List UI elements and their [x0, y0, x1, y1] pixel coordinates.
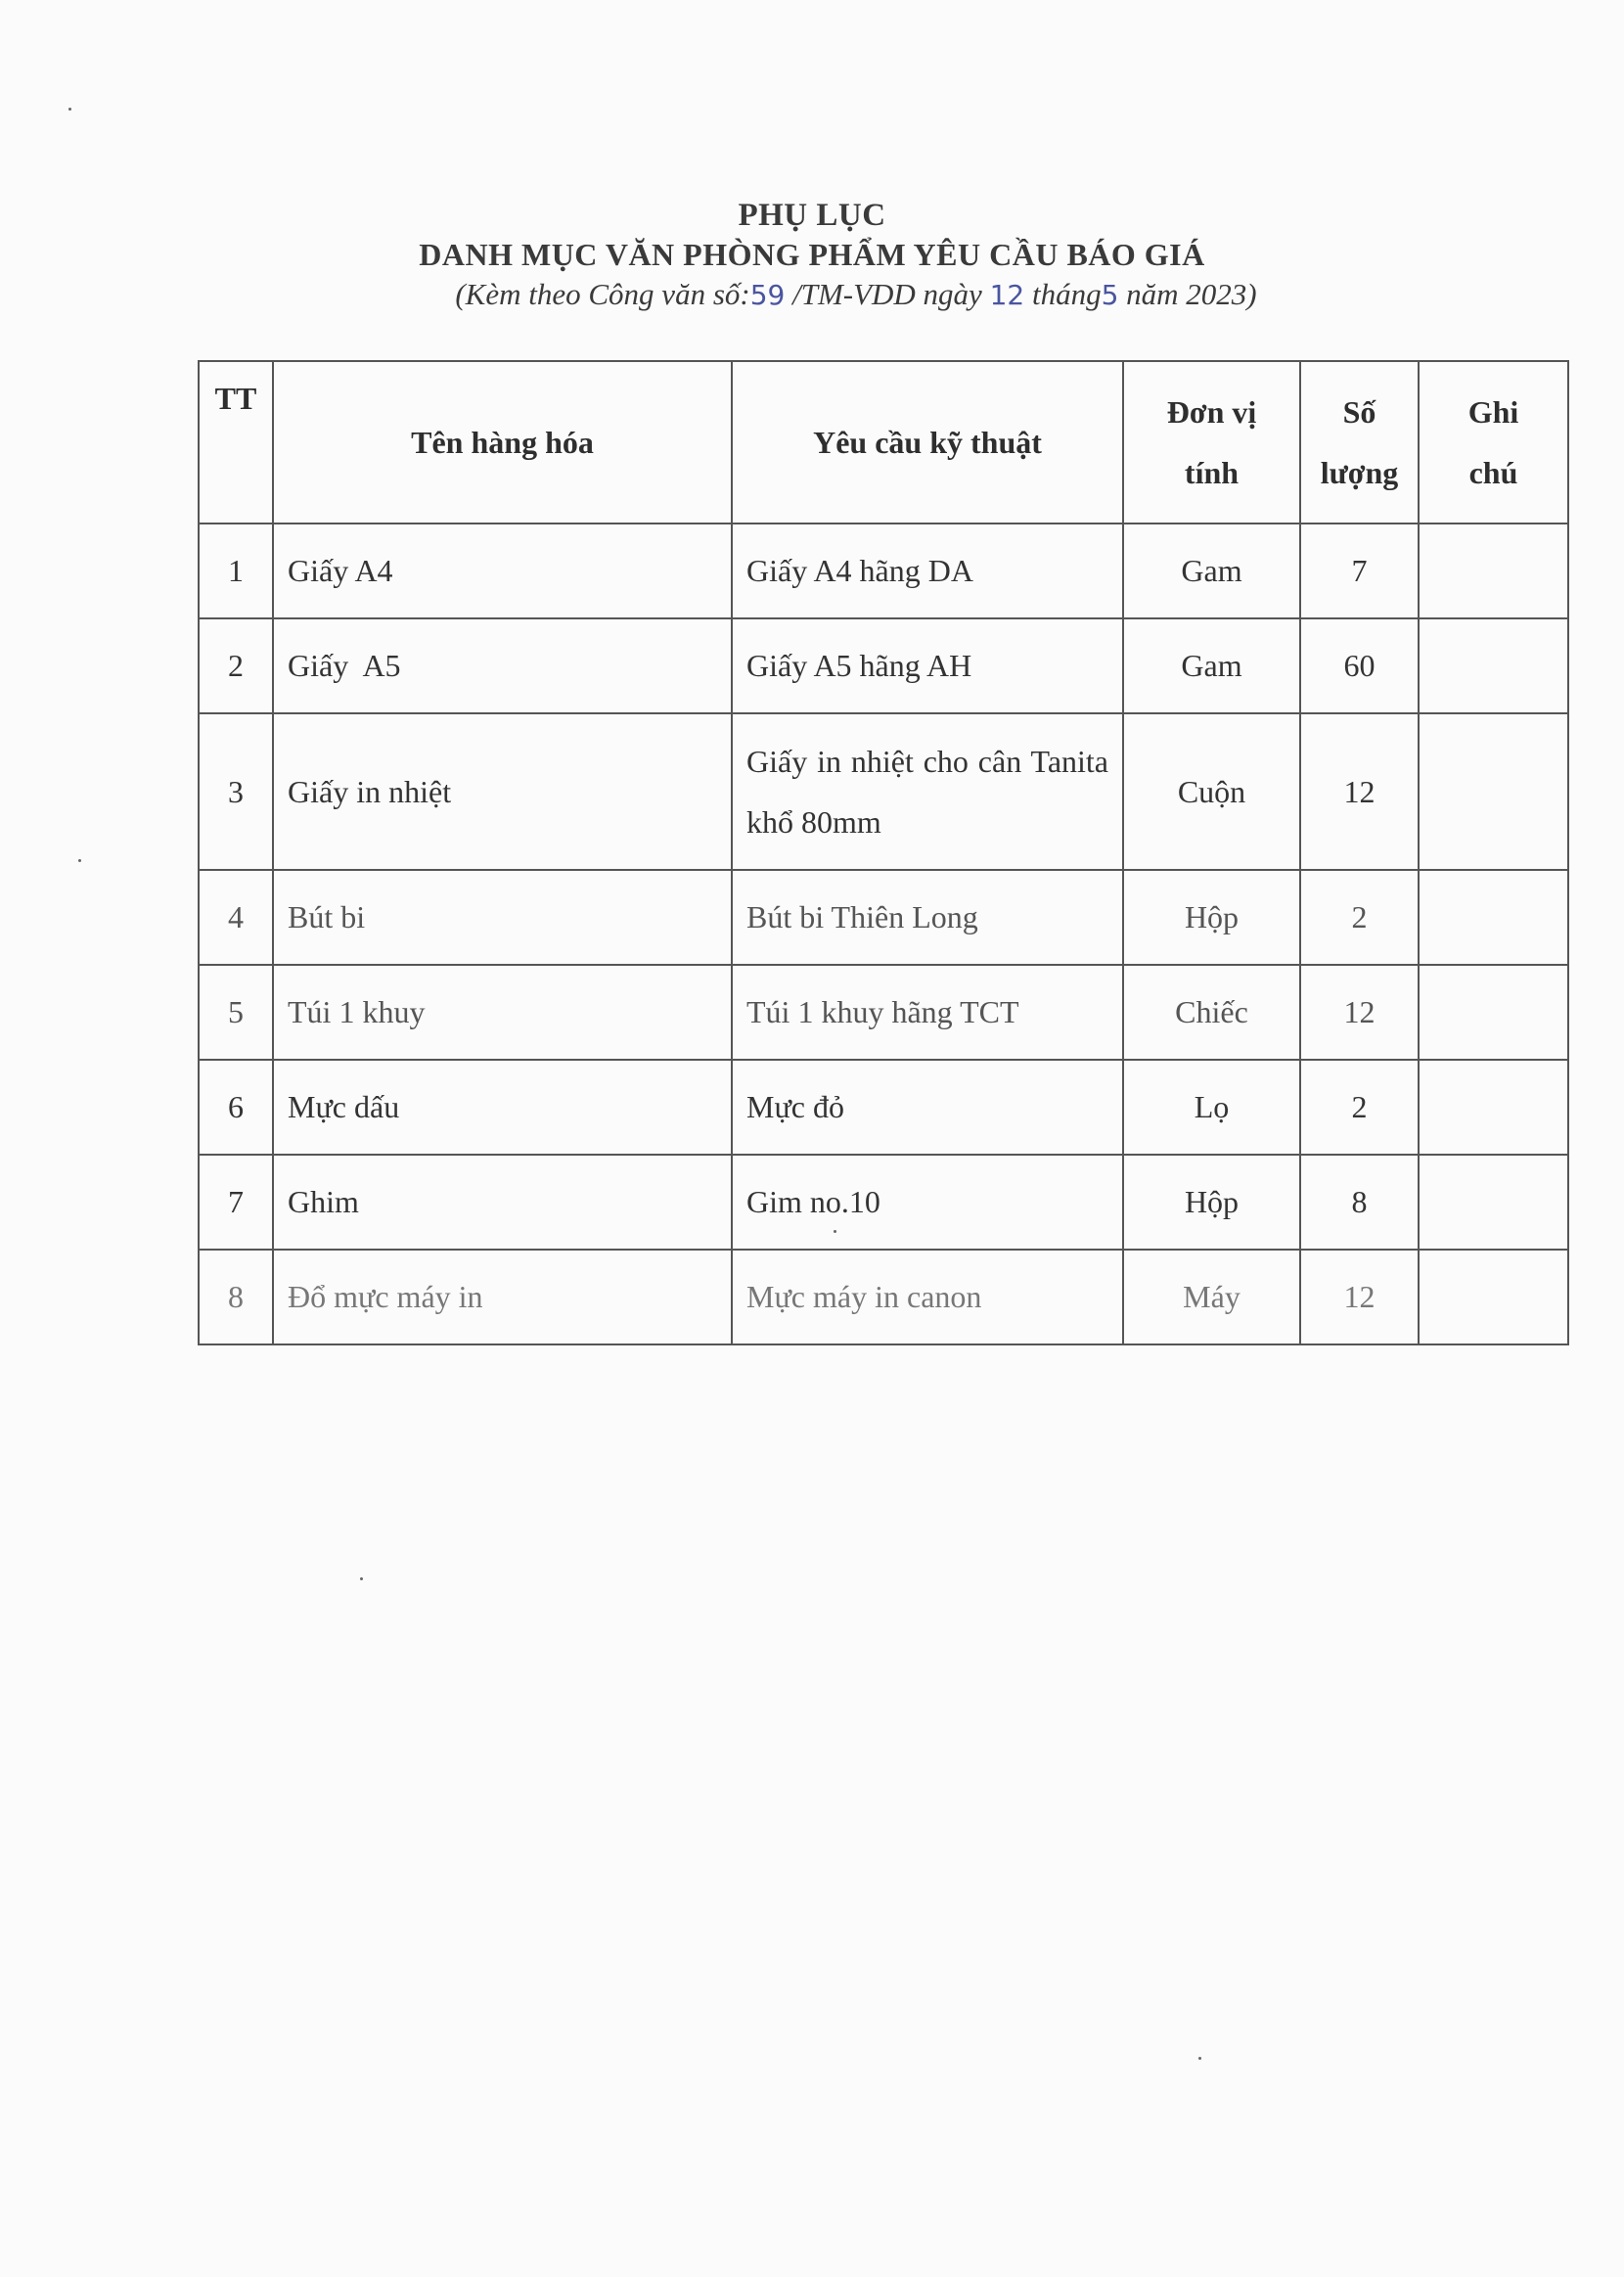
- cell-tt: 3: [199, 713, 273, 870]
- cell-name: Ghim: [273, 1155, 732, 1250]
- reference-line: [88, 274, 1624, 316]
- table-row: [199, 965, 1568, 1060]
- cell-qty: 8: [1300, 1155, 1419, 1250]
- table-row: [199, 1250, 1568, 1344]
- cell-name: Đổ mực máy in: [273, 1250, 732, 1344]
- cell-spec: Gim no.10: [732, 1155, 1123, 1250]
- scan-speck: [68, 108, 71, 111]
- cell-note: [1419, 1155, 1568, 1250]
- cell-spec: Mực máy in canon: [732, 1250, 1123, 1344]
- col-header-name: Tên hàng hóa: [273, 361, 732, 524]
- cell-unit: Hộp: [1123, 870, 1300, 965]
- handwritten-month: 5: [1101, 279, 1119, 311]
- cell-spec: Bút bi Thiên Long: [732, 870, 1123, 965]
- table-row: [199, 524, 1568, 618]
- table-row: [199, 618, 1568, 713]
- cell-unit: Cuộn: [1123, 713, 1300, 870]
- cell-qty: 7: [1300, 524, 1419, 618]
- cell-qty: 2: [1300, 870, 1419, 965]
- col-header-spec: Yêu cầu kỹ thuật: [732, 361, 1123, 524]
- scan-speck: [360, 1577, 363, 1580]
- reference-prefix: (Kèm theo Công văn số:: [455, 277, 750, 311]
- table-header-row: [199, 361, 1568, 524]
- cell-unit: Chiếc: [1123, 965, 1300, 1060]
- cell-name: Giấy A5: [273, 618, 732, 713]
- cell-tt: 6: [199, 1060, 273, 1155]
- cell-tt: 1: [199, 524, 273, 618]
- cell-qty: 2: [1300, 1060, 1419, 1155]
- cell-name: Mực dấu: [273, 1060, 732, 1155]
- cell-note: [1419, 713, 1568, 870]
- cell-spec: Giấy in nhiệt cho cân Tanita khổ 80mm: [732, 713, 1123, 870]
- scan-speck: [78, 859, 81, 862]
- cell-tt: 7: [199, 1155, 273, 1250]
- cell-tt: 8: [199, 1250, 273, 1344]
- cell-note: [1419, 1250, 1568, 1344]
- table-row: [199, 713, 1568, 870]
- reference-suffix: năm 2023): [1126, 277, 1257, 311]
- table-row: [199, 1060, 1568, 1155]
- cell-qty: 60: [1300, 618, 1419, 713]
- cell-unit: Hộp: [1123, 1155, 1300, 1250]
- handwritten-day: 12: [989, 279, 1025, 311]
- cell-spec: Túi 1 khuy hãng TCT: [732, 965, 1123, 1060]
- cell-unit: Lọ: [1123, 1060, 1300, 1155]
- cell-spec: Mực đỏ: [732, 1060, 1123, 1155]
- reference-mid-2: tháng: [1031, 277, 1102, 311]
- scan-speck: [834, 1230, 836, 1233]
- cell-spec: Giấy A4 hãng DA: [732, 524, 1123, 618]
- cell-tt: 2: [199, 618, 273, 713]
- scan-speck: [1198, 2057, 1201, 2060]
- cell-tt: 4: [199, 870, 273, 965]
- cell-note: [1419, 965, 1568, 1060]
- cell-qty: 12: [1300, 1250, 1419, 1344]
- table-row: [199, 1155, 1568, 1250]
- appendix-subtitle: DANH MỤC VĂN PHÒNG PHẨM YÊU CẦU BÁO GIÁ: [419, 237, 1205, 272]
- reference-mid-1: /TM-VDD ngày: [792, 277, 982, 311]
- cell-tt: 5: [199, 965, 273, 1060]
- appendix-title: PHỤ LỤC: [738, 198, 886, 233]
- col-header-note: Ghi chú: [1419, 361, 1568, 524]
- cell-note: [1419, 618, 1568, 713]
- cell-name: Giấy A4: [273, 524, 732, 618]
- col-header-qty: Số lượng: [1300, 361, 1419, 524]
- cell-qty: 12: [1300, 713, 1419, 870]
- col-header-unit: Đơn vị tính: [1123, 361, 1300, 524]
- handwritten-doc-number: 59: [749, 279, 786, 311]
- cell-qty: 12: [1300, 965, 1419, 1060]
- cell-note: [1419, 1060, 1568, 1155]
- cell-unit: Máy: [1123, 1250, 1300, 1344]
- cell-unit: Gam: [1123, 618, 1300, 713]
- cell-note: [1419, 524, 1568, 618]
- cell-name: Túi 1 khuy: [273, 965, 732, 1060]
- stationery-table: [198, 360, 1569, 1345]
- table-row: [199, 870, 1568, 965]
- cell-spec: Giấy A5 hãng AH: [732, 618, 1123, 713]
- col-header-tt: TT: [199, 361, 273, 524]
- cell-name: Bút bi: [273, 870, 732, 965]
- cell-note: [1419, 870, 1568, 965]
- cell-name: Giấy in nhiệt: [273, 713, 732, 870]
- cell-unit: Gam: [1123, 524, 1300, 618]
- document-header: [0, 196, 1624, 316]
